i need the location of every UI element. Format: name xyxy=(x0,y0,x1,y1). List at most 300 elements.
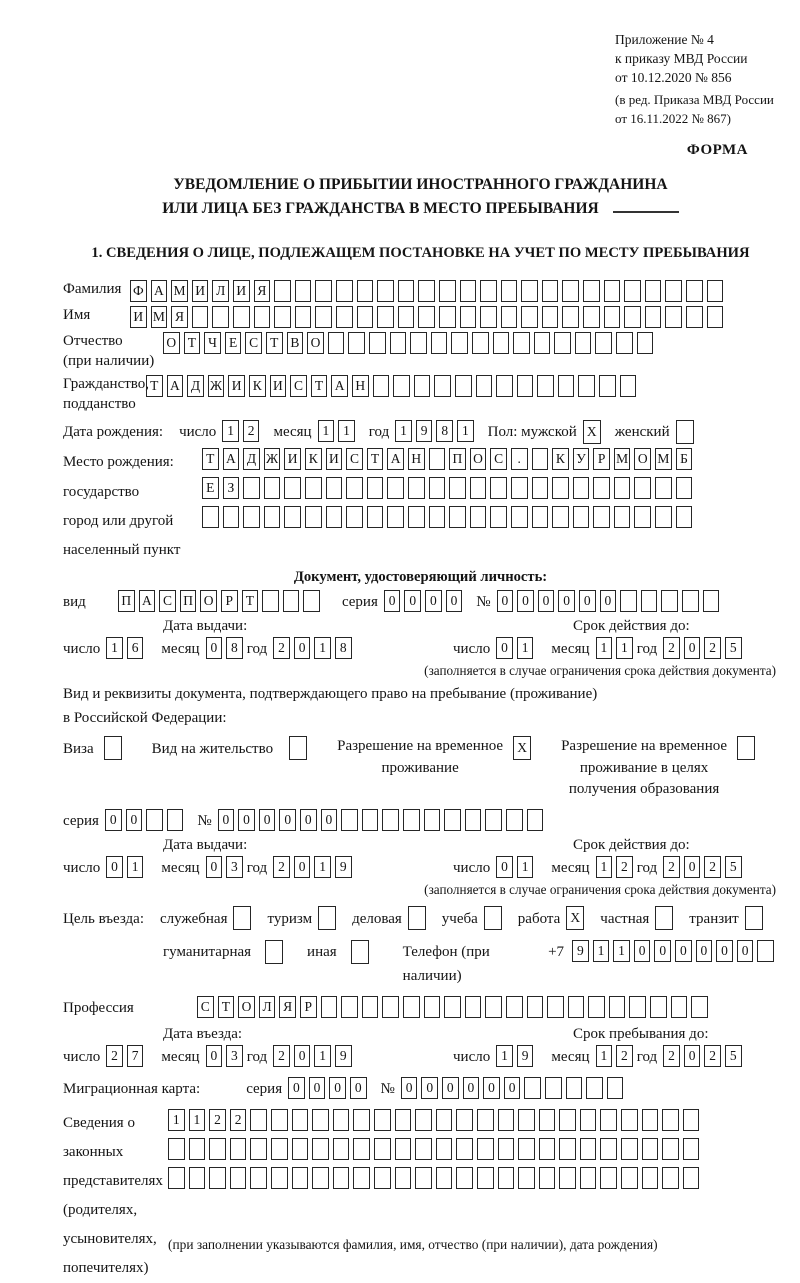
char-box[interactable] xyxy=(575,332,592,354)
char-box[interactable]: 2 xyxy=(663,856,680,878)
char-box[interactable] xyxy=(501,306,518,328)
res-valid-year-input[interactable] xyxy=(663,856,745,878)
char-box[interactable] xyxy=(580,1138,597,1160)
char-box[interactable] xyxy=(233,906,251,930)
entry-year-input[interactable] xyxy=(273,1045,355,1067)
char-box[interactable] xyxy=(547,996,564,1018)
char-box[interactable] xyxy=(477,1109,494,1131)
char-box[interactable] xyxy=(642,1109,659,1131)
char-box[interactable]: 1 xyxy=(517,637,534,659)
visa-checkbox[interactable] xyxy=(104,736,126,760)
char-box[interactable] xyxy=(662,1167,679,1189)
char-box[interactable] xyxy=(501,280,518,302)
char-box[interactable] xyxy=(292,1109,309,1131)
char-box[interactable]: 2 xyxy=(663,1045,680,1067)
char-box[interactable]: 2 xyxy=(616,1045,633,1067)
char-box[interactable]: 0 xyxy=(309,1077,326,1099)
char-box[interactable] xyxy=(444,996,461,1018)
char-box[interactable] xyxy=(637,332,654,354)
char-box[interactable] xyxy=(490,477,507,499)
char-box[interactable]: 2 xyxy=(704,856,721,878)
char-box[interactable]: Ж xyxy=(208,375,225,397)
char-box[interactable] xyxy=(707,306,724,328)
char-box[interactable] xyxy=(341,809,358,831)
doc-series-input[interactable] xyxy=(384,590,466,612)
char-box[interactable] xyxy=(600,1109,617,1131)
char-box[interactable] xyxy=(686,306,703,328)
char-box[interactable] xyxy=(312,1109,329,1131)
char-box[interactable]: И xyxy=(228,375,245,397)
char-box[interactable] xyxy=(554,332,571,354)
char-box[interactable] xyxy=(737,736,755,760)
char-box[interactable] xyxy=(250,1138,267,1160)
char-box[interactable] xyxy=(303,590,320,612)
char-box[interactable] xyxy=(642,1167,659,1189)
char-box[interactable] xyxy=(264,477,281,499)
char-box[interactable] xyxy=(357,306,374,328)
char-box[interactable] xyxy=(578,375,595,397)
char-box[interactable]: И xyxy=(270,375,287,397)
char-box[interactable] xyxy=(629,996,646,1018)
char-box[interactable]: Н xyxy=(352,375,369,397)
char-box[interactable]: 0 xyxy=(579,590,596,612)
purpose-official-checkbox[interactable] xyxy=(233,906,255,930)
char-box[interactable]: 1 xyxy=(314,637,331,659)
char-box[interactable] xyxy=(431,332,448,354)
char-box[interactable] xyxy=(362,996,379,1018)
char-box[interactable] xyxy=(418,306,435,328)
char-box[interactable] xyxy=(521,280,538,302)
char-box[interactable] xyxy=(470,477,487,499)
char-box[interactable]: П xyxy=(449,448,466,470)
char-box[interactable]: 0 xyxy=(675,940,692,962)
char-box[interactable] xyxy=(498,1138,515,1160)
purpose-work-checkbox[interactable] xyxy=(566,906,588,930)
char-box[interactable] xyxy=(274,306,291,328)
char-box[interactable] xyxy=(580,1109,597,1131)
char-box[interactable] xyxy=(283,590,300,612)
char-box[interactable]: К xyxy=(305,448,322,470)
char-box[interactable] xyxy=(460,306,477,328)
char-box[interactable]: 8 xyxy=(436,420,453,442)
sex-female-checkbox[interactable] xyxy=(676,420,698,444)
char-box[interactable] xyxy=(439,306,456,328)
char-box[interactable] xyxy=(465,809,482,831)
char-box[interactable] xyxy=(146,809,163,831)
char-box[interactable]: С xyxy=(197,996,214,1018)
char-box[interactable] xyxy=(439,280,456,302)
char-box[interactable]: X xyxy=(583,420,601,444)
char-box[interactable] xyxy=(104,736,122,760)
char-box[interactable]: 0 xyxy=(404,590,421,612)
char-box[interactable] xyxy=(604,306,621,328)
char-box[interactable] xyxy=(691,996,708,1018)
char-box[interactable]: 0 xyxy=(737,940,754,962)
char-box[interactable]: С xyxy=(290,375,307,397)
char-box[interactable]: 2 xyxy=(106,1045,123,1067)
char-box[interactable]: 9 xyxy=(416,420,433,442)
char-box[interactable] xyxy=(395,1109,412,1131)
char-box[interactable] xyxy=(333,1167,350,1189)
char-box[interactable]: В xyxy=(287,332,304,354)
char-box[interactable] xyxy=(518,1138,535,1160)
res-issue-month-input[interactable] xyxy=(206,856,247,878)
char-box[interactable] xyxy=(455,375,472,397)
char-box[interactable]: Ф xyxy=(130,280,147,302)
char-box[interactable]: 0 xyxy=(259,809,276,831)
char-box[interactable] xyxy=(634,477,651,499)
char-box[interactable]: 0 xyxy=(294,637,311,659)
char-box[interactable]: А xyxy=(387,448,404,470)
char-box[interactable] xyxy=(415,1167,432,1189)
char-box[interactable]: К xyxy=(552,448,569,470)
char-box[interactable] xyxy=(456,1138,473,1160)
char-box[interactable]: 9 xyxy=(335,856,352,878)
char-box[interactable]: 2 xyxy=(273,637,290,659)
char-box[interactable] xyxy=(534,332,551,354)
char-box[interactable]: Т xyxy=(311,375,328,397)
char-box[interactable] xyxy=(367,477,384,499)
char-box[interactable] xyxy=(607,1077,624,1099)
char-box[interactable] xyxy=(382,996,399,1018)
purpose-private-checkbox[interactable] xyxy=(655,906,677,930)
char-box[interactable] xyxy=(676,477,693,499)
char-box[interactable]: Д xyxy=(187,375,204,397)
char-box[interactable]: 9 xyxy=(335,1045,352,1067)
char-box[interactable]: 0 xyxy=(206,637,223,659)
char-box[interactable] xyxy=(398,280,415,302)
char-box[interactable] xyxy=(393,375,410,397)
char-box[interactable]: 0 xyxy=(496,637,513,659)
char-box[interactable]: 5 xyxy=(725,856,742,878)
char-box[interactable] xyxy=(621,1138,638,1160)
char-box[interactable] xyxy=(387,477,404,499)
char-box[interactable] xyxy=(661,590,678,612)
char-box[interactable]: Е xyxy=(225,332,242,354)
purpose-business-checkbox[interactable] xyxy=(408,906,430,930)
issue-day-input[interactable] xyxy=(106,637,147,659)
residence-permit-checkbox[interactable] xyxy=(289,736,311,760)
char-box[interactable] xyxy=(496,375,513,397)
char-box[interactable] xyxy=(403,996,420,1018)
char-box[interactable] xyxy=(498,1109,515,1131)
char-box[interactable] xyxy=(374,1138,391,1160)
char-box[interactable] xyxy=(655,906,673,930)
char-box[interactable] xyxy=(559,1167,576,1189)
doc-kind-input[interactable] xyxy=(118,590,324,612)
char-box[interactable] xyxy=(315,306,332,328)
char-box[interactable] xyxy=(671,996,688,1018)
char-box[interactable] xyxy=(641,590,658,612)
char-box[interactable]: 6 xyxy=(127,637,144,659)
char-box[interactable] xyxy=(470,506,487,528)
char-box[interactable] xyxy=(562,306,579,328)
char-box[interactable] xyxy=(645,306,662,328)
char-box[interactable] xyxy=(271,1109,288,1131)
char-box[interactable]: 2 xyxy=(663,637,680,659)
sex-male-checkbox[interactable] xyxy=(583,420,605,444)
stay-day-input[interactable] xyxy=(496,1045,537,1067)
char-box[interactable]: И xyxy=(284,448,301,470)
char-box[interactable]: 1 xyxy=(318,420,335,442)
char-box[interactable] xyxy=(513,332,530,354)
phone-input[interactable] xyxy=(572,940,778,962)
char-box[interactable] xyxy=(209,1138,226,1160)
char-box[interactable] xyxy=(527,809,544,831)
char-box[interactable] xyxy=(336,280,353,302)
char-box[interactable] xyxy=(233,306,250,328)
char-box[interactable] xyxy=(353,1138,370,1160)
char-box[interactable] xyxy=(620,375,637,397)
char-box[interactable] xyxy=(580,1167,597,1189)
char-box[interactable]: 1 xyxy=(616,637,633,659)
char-box[interactable]: 0 xyxy=(483,1077,500,1099)
char-box[interactable] xyxy=(655,506,672,528)
char-box[interactable]: 7 xyxy=(127,1045,144,1067)
res-issue-day-input[interactable] xyxy=(106,856,147,878)
stay-year-input[interactable] xyxy=(663,1045,745,1067)
char-box[interactable]: 9 xyxy=(572,940,589,962)
char-box[interactable] xyxy=(230,1167,247,1189)
char-box[interactable]: П xyxy=(180,590,197,612)
char-box[interactable] xyxy=(336,306,353,328)
char-box[interactable] xyxy=(289,736,307,760)
char-box[interactable] xyxy=(168,1138,185,1160)
surname-input[interactable] xyxy=(130,280,727,302)
char-box[interactable] xyxy=(418,280,435,302)
char-box[interactable] xyxy=(357,280,374,302)
char-box[interactable] xyxy=(485,996,502,1018)
char-box[interactable] xyxy=(374,1167,391,1189)
entry-day-input[interactable] xyxy=(106,1045,147,1067)
char-box[interactable] xyxy=(312,1167,329,1189)
char-box[interactable]: 1 xyxy=(127,856,144,878)
char-box[interactable] xyxy=(655,477,672,499)
char-box[interactable] xyxy=(539,1138,556,1160)
char-box[interactable]: 0 xyxy=(105,809,122,831)
birth-place-line-2[interactable] xyxy=(202,477,696,499)
purpose-other-checkbox[interactable] xyxy=(351,940,373,964)
char-box[interactable] xyxy=(559,1109,576,1131)
char-box[interactable] xyxy=(444,809,461,831)
valid-year-input[interactable] xyxy=(663,637,745,659)
char-box[interactable] xyxy=(346,477,363,499)
char-box[interactable] xyxy=(387,506,404,528)
char-box[interactable]: Т xyxy=(184,332,201,354)
char-box[interactable] xyxy=(676,506,693,528)
char-box[interactable]: 0 xyxy=(238,809,255,831)
doc-number-input[interactable] xyxy=(497,590,724,612)
char-box[interactable] xyxy=(408,906,426,930)
char-box[interactable] xyxy=(566,1077,583,1099)
char-box[interactable]: 2 xyxy=(209,1109,226,1131)
char-box[interactable]: 0 xyxy=(654,940,671,962)
char-box[interactable] xyxy=(490,506,507,528)
char-box[interactable]: 1 xyxy=(596,637,613,659)
char-box[interactable]: 0 xyxy=(446,590,463,612)
char-box[interactable]: 0 xyxy=(300,809,317,831)
char-box[interactable] xyxy=(609,996,626,1018)
char-box[interactable]: Я xyxy=(279,996,296,1018)
char-box[interactable]: 1 xyxy=(338,420,355,442)
char-box[interactable]: 2 xyxy=(243,420,260,442)
char-box[interactable]: 3 xyxy=(226,1045,243,1067)
char-box[interactable]: 0 xyxy=(288,1077,305,1099)
char-box[interactable] xyxy=(348,332,365,354)
char-box[interactable]: И xyxy=(233,280,250,302)
char-box[interactable] xyxy=(682,590,699,612)
char-box[interactable] xyxy=(650,996,667,1018)
char-box[interactable] xyxy=(333,1138,350,1160)
char-box[interactable]: 0 xyxy=(496,856,513,878)
page-number-blank[interactable] xyxy=(613,199,679,213)
birth-day-input[interactable] xyxy=(222,420,263,442)
char-box[interactable] xyxy=(480,280,497,302)
char-box[interactable] xyxy=(624,306,641,328)
birth-place-line-3[interactable] xyxy=(202,506,696,528)
char-box[interactable] xyxy=(328,332,345,354)
char-box[interactable]: 1 xyxy=(189,1109,206,1131)
char-box[interactable] xyxy=(583,306,600,328)
char-box[interactable] xyxy=(595,332,612,354)
char-box[interactable] xyxy=(262,590,279,612)
char-box[interactable]: Т xyxy=(146,375,163,397)
char-box[interactable] xyxy=(645,280,662,302)
char-box[interactable]: 9 xyxy=(517,1045,534,1067)
profession-input[interactable] xyxy=(197,996,712,1018)
char-box[interactable] xyxy=(312,1138,329,1160)
char-box[interactable] xyxy=(341,996,358,1018)
patronymic-input[interactable] xyxy=(163,332,657,354)
char-box[interactable] xyxy=(189,1167,206,1189)
char-box[interactable] xyxy=(472,332,489,354)
char-box[interactable] xyxy=(284,477,301,499)
char-box[interactable]: 2 xyxy=(273,1045,290,1067)
char-box[interactable] xyxy=(518,1109,535,1131)
char-box[interactable] xyxy=(274,280,291,302)
char-box[interactable] xyxy=(326,477,343,499)
char-box[interactable] xyxy=(436,1109,453,1131)
char-box[interactable]: Е xyxy=(202,477,219,499)
char-box[interactable]: К xyxy=(249,375,266,397)
char-box[interactable] xyxy=(243,506,260,528)
char-box[interactable] xyxy=(532,506,549,528)
char-box[interactable] xyxy=(511,506,528,528)
char-box[interactable]: 2 xyxy=(616,856,633,878)
char-box[interactable] xyxy=(745,906,763,930)
char-box[interactable] xyxy=(373,375,390,397)
char-box[interactable]: М xyxy=(151,306,168,328)
char-box[interactable] xyxy=(634,506,651,528)
char-box[interactable] xyxy=(707,280,724,302)
char-box[interactable]: Ч xyxy=(204,332,221,354)
char-box[interactable]: А xyxy=(139,590,156,612)
char-box[interactable] xyxy=(167,809,184,831)
valid-month-input[interactable] xyxy=(596,637,637,659)
char-box[interactable] xyxy=(292,1167,309,1189)
char-box[interactable]: Р xyxy=(221,590,238,612)
char-box[interactable] xyxy=(284,506,301,528)
char-box[interactable] xyxy=(410,332,427,354)
char-box[interactable] xyxy=(415,1109,432,1131)
char-box[interactable]: Т xyxy=(367,448,384,470)
char-box[interactable]: А xyxy=(151,280,168,302)
char-box[interactable] xyxy=(295,306,312,328)
char-box[interactable]: 0 xyxy=(463,1077,480,1099)
char-box[interactable] xyxy=(333,1109,350,1131)
char-box[interactable] xyxy=(586,1077,603,1099)
char-box[interactable] xyxy=(250,1109,267,1131)
char-box[interactable]: Р xyxy=(300,996,317,1018)
char-box[interactable]: 2 xyxy=(230,1109,247,1131)
char-box[interactable] xyxy=(665,280,682,302)
char-box[interactable]: 1 xyxy=(314,1045,331,1067)
char-box[interactable] xyxy=(377,306,394,328)
char-box[interactable] xyxy=(346,506,363,528)
char-box[interactable] xyxy=(212,306,229,328)
char-box[interactable]: 0 xyxy=(558,590,575,612)
char-box[interactable] xyxy=(326,506,343,528)
char-box[interactable] xyxy=(621,1167,638,1189)
char-box[interactable] xyxy=(662,1138,679,1160)
char-box[interactable] xyxy=(593,506,610,528)
char-box[interactable]: 1 xyxy=(168,1109,185,1131)
char-box[interactable] xyxy=(539,1109,556,1131)
issue-year-input[interactable] xyxy=(273,637,355,659)
char-box[interactable]: Я xyxy=(171,306,188,328)
char-box[interactable]: А xyxy=(167,375,184,397)
char-box[interactable] xyxy=(362,809,379,831)
char-box[interactable] xyxy=(676,420,694,444)
entry-month-input[interactable] xyxy=(206,1045,247,1067)
char-box[interactable] xyxy=(532,477,549,499)
char-box[interactable]: П xyxy=(118,590,135,612)
char-box[interactable] xyxy=(250,1167,267,1189)
char-box[interactable]: 0 xyxy=(421,1077,438,1099)
char-box[interactable]: 0 xyxy=(538,590,555,612)
char-box[interactable] xyxy=(583,280,600,302)
char-box[interactable] xyxy=(642,1138,659,1160)
char-box[interactable] xyxy=(353,1167,370,1189)
char-box[interactable] xyxy=(662,1109,679,1131)
char-box[interactable]: 0 xyxy=(329,1077,346,1099)
char-box[interactable]: 1 xyxy=(613,940,630,962)
edu-permit-checkbox[interactable] xyxy=(737,736,759,760)
char-box[interactable]: 1 xyxy=(314,856,331,878)
residence-number-input[interactable] xyxy=(218,809,548,831)
char-box[interactable] xyxy=(424,996,441,1018)
char-box[interactable]: О xyxy=(200,590,217,612)
char-box[interactable] xyxy=(318,906,336,930)
valid-day-input[interactable] xyxy=(496,637,537,659)
char-box[interactable] xyxy=(545,1077,562,1099)
char-box[interactable]: 1 xyxy=(222,420,239,442)
char-box[interactable] xyxy=(542,280,559,302)
char-box[interactable]: С xyxy=(245,332,262,354)
char-box[interactable]: Н xyxy=(408,448,425,470)
char-box[interactable] xyxy=(506,996,523,1018)
char-box[interactable] xyxy=(527,996,544,1018)
char-box[interactable] xyxy=(476,375,493,397)
char-box[interactable] xyxy=(305,477,322,499)
res-valid-month-input[interactable] xyxy=(596,856,637,878)
char-box[interactable] xyxy=(593,477,610,499)
char-box[interactable] xyxy=(600,1138,617,1160)
char-box[interactable]: 2 xyxy=(273,856,290,878)
char-box[interactable]: 0 xyxy=(321,809,338,831)
char-box[interactable]: 1 xyxy=(457,420,474,442)
char-box[interactable] xyxy=(429,448,446,470)
